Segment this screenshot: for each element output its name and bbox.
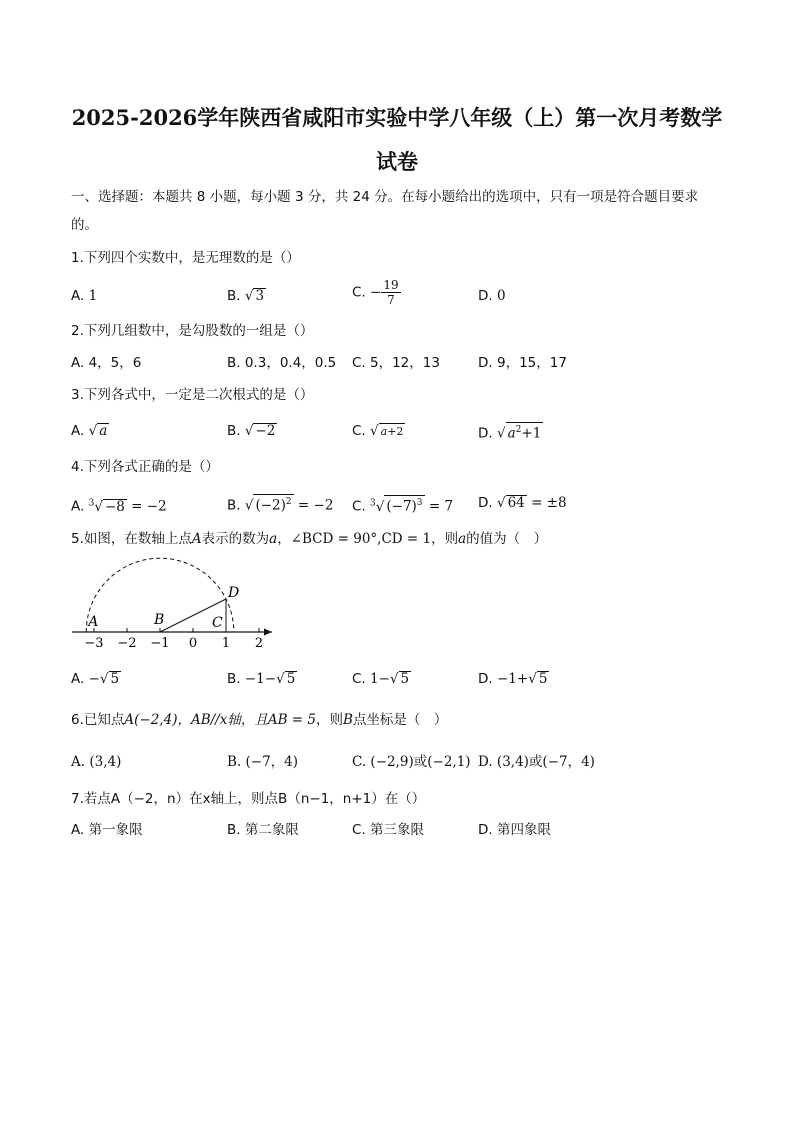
q4-option-b: B. √ $(-2)^2 = -2$ [227, 494, 333, 515]
point-label-c: C [212, 615, 223, 631]
q3-option-d: D. √ $a^2+1$ [478, 422, 543, 443]
q3-option-a: A. √ a [71, 423, 108, 439]
q7-option-a: A. 第一象限 [71, 822, 143, 838]
q1-option-c: C. − $\frac{19}{7}$ [352, 278, 399, 307]
tick-label: 2 [254, 636, 264, 651]
q1-option-a: A. 1 [71, 288, 98, 304]
q6-option-a: A. (3,4) [71, 754, 122, 770]
tick-label: −1 [150, 636, 170, 651]
point-label-a: A [88, 614, 99, 630]
q4-option-d: D. √ 64 = ±8 [478, 495, 567, 511]
point-label-b: B [154, 612, 165, 628]
q2-option-c: C. 5，12，13 [352, 355, 440, 371]
axis-arrow-icon [264, 629, 272, 636]
q7-option-b: B. 第二象限 [227, 822, 299, 838]
section-instruction-line2: 的。 [71, 217, 98, 233]
q2-option-d: D. 9，15，17 [478, 355, 567, 371]
q5-option-d: D. −1+√ 5 [478, 671, 548, 687]
q6-option-c: C. (−2,9)或(−2,1) [352, 754, 471, 770]
q2-option-a: A. 4，5，6 [71, 355, 142, 371]
q4-option-c: C. $^3$√ $(-7)^3 = 7$ [352, 494, 453, 516]
tick-label: −2 [117, 636, 137, 651]
q5-option-b: B. −1−√ 5 [227, 671, 296, 687]
q3-option-c: C. √ a+2 [352, 423, 404, 439]
q1-option-b: B. √ 3 [227, 288, 265, 304]
q6-option-d: D. (3,4)或(−7，4) [478, 754, 595, 770]
question-3-stem: 3.下列各式中，一定是二次根式的是（） [71, 387, 314, 403]
question-7-stem: 7.若点A（−2，n）在x轴上，则点B（n−1，n+1）在（） [71, 791, 426, 807]
q4-option-a: A. $^3$√ −8 = −2 [71, 498, 167, 515]
question-5-stem: 5.如图，在数轴上点A表示的数为a，∠BCD = 90°,CD = 1，则a的值为（ ） [71, 531, 548, 547]
question-6-stem: 6.已知点A(−2,4)，AB//x轴，且AB = 5，则B点坐标是（ ） [71, 712, 448, 728]
q1-option-d: D. 0 [478, 288, 506, 304]
point-label-d: D [228, 585, 240, 601]
tick-label: 0 [188, 636, 198, 651]
q5-option-c: C. 1−√ 5 [352, 671, 410, 687]
tick-label: −3 [84, 636, 104, 651]
question-4-stem: 4.下列各式正确的是（） [71, 459, 219, 475]
q5-option-a: A. −√ 5 [71, 671, 120, 687]
question-1-stem: 1.下列四个实数中，是无理数的是（） [71, 250, 300, 266]
q7-option-d: D. 第四象限 [478, 822, 551, 838]
q7-option-c: C. 第三象限 [352, 822, 425, 838]
exam-title-line2: 试卷 [376, 149, 418, 174]
number-line-figure [72, 556, 292, 656]
section-instruction-line1: 一、选择题：本题共 8 小题，每小题 3 分，共 24 分。在每小题给出的选项中，只有一项是符合题目要求 [71, 189, 699, 205]
q2-option-b: B. 0.3，0.4，0.5 [227, 355, 337, 371]
q6-option-b: B. (−7，4) [227, 754, 299, 770]
question-2-stem: 2.下列几组数中，是勾股数的一组是（） [71, 323, 314, 339]
q3-option-b: B. √ −2 [227, 423, 276, 439]
exam-title-line1: 2025-2026学年陕西省咸阳市实验中学八年级（上）第一次月考数学 [71, 105, 723, 130]
tick-label: 1 [221, 636, 231, 651]
